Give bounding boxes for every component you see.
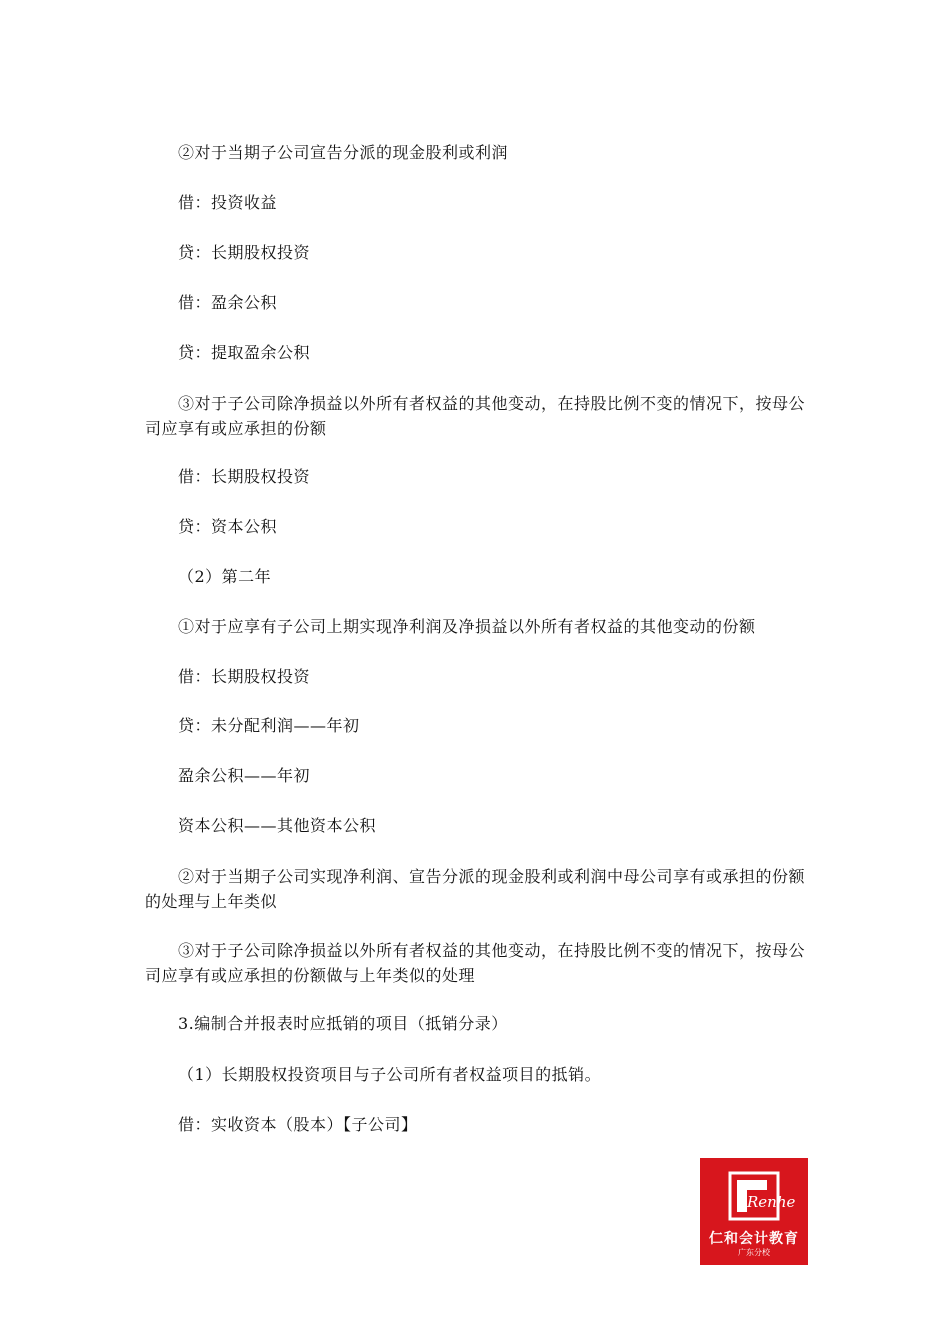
logo-name: 仁和会计教育 [709,1231,799,1247]
logo-script-text: Renhe [747,1193,796,1211]
text-line: 贷：未分配利润——年初 [178,716,360,735]
text-paragraph: ③对于子公司除净损益以外所有者权益的其他变动，在持股比例不变的情况下，按母公司应享有或应承担的份额 [145,394,806,438]
renhe-logo [700,1158,808,1265]
renhe-logo-mark-icon [727,1170,796,1222]
text-line: 借：盈余公积 [178,293,278,312]
text-line: （1）长期股权投资项目与子公司所有者权益项目的抵销。 [178,1065,602,1084]
text-line: 盈余公积——年初 [178,766,311,785]
text-line: 借：实收资本（股本）【子公司】 [178,1115,418,1134]
text-paragraph: ③对于子公司除净损益以外所有者权益的其他变动，在持股比例不变的情况下，按母公司应享有或应承担的份额做与上年类似的处理 [145,941,806,985]
text-paragraph: ②对于当期子公司实现净利润、宣告分派的现金股利或利润中母公司享有或承担的份额的处理与上年类似 [145,867,806,911]
text-line: ①对于应享有子公司上期实现净利润及净损益以外所有者权益的其他变动的份额 [178,617,756,636]
text-line: 借：投资收益 [178,193,278,212]
text-line: ②对于当期子公司宣告分派的现金股利或利润 [178,143,509,162]
logo-branch: 广东分校 [738,1248,770,1257]
text-line: 借：长期股权投资 [178,667,311,686]
section-heading: （2）第二年 [178,567,272,586]
text-line: 贷：资本公积 [178,517,278,536]
text-line: 借：长期股权投资 [178,467,311,486]
text-line: 资本公积——其他资本公积 [178,816,377,835]
text-line: 贷：长期股权投资 [178,243,311,262]
text-line: 贷：提取盈余公积 [178,343,311,362]
section-heading: 3.编制合并报表时应抵销的项目（抵销分录） [178,1014,508,1033]
